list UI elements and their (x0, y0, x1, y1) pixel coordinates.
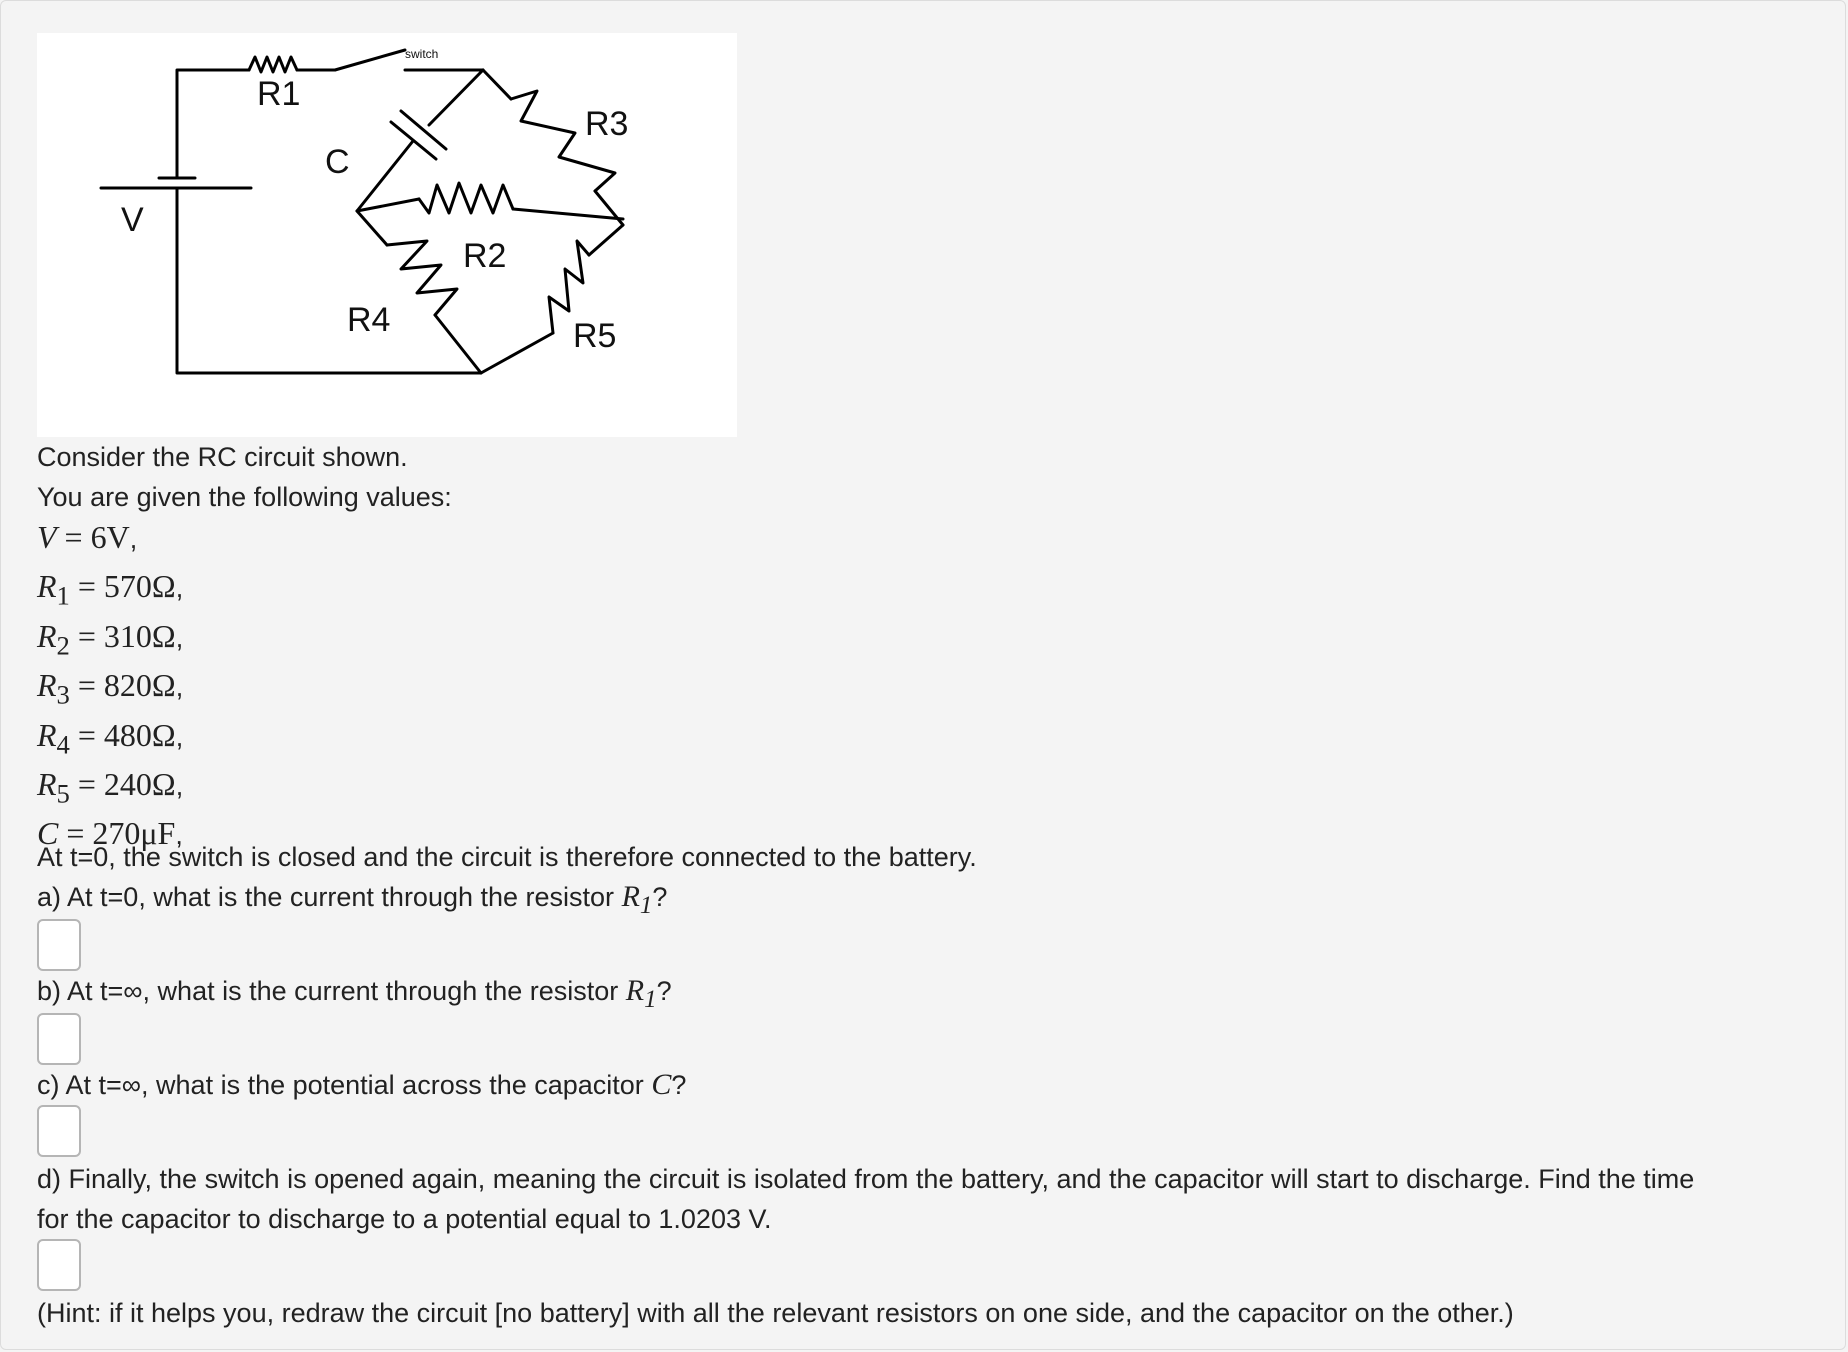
wire-r5-to-bottom (481, 333, 553, 373)
question-a-text: a) At t=0, what is the current through the resistor (37, 882, 622, 912)
wire-r2-to-right-node (513, 209, 623, 219)
answer-a-input[interactable] (37, 919, 81, 971)
wire-top-left (177, 70, 249, 178)
value-row: $R_1 = 570\Omega$, (37, 568, 184, 611)
value-symbol: C (37, 815, 59, 852)
r2-label: R2 (463, 237, 507, 275)
value-symbol: R (37, 667, 57, 704)
value-separator: , (175, 672, 184, 703)
value-number: 270μF (92, 815, 176, 852)
circuit-svg (37, 33, 737, 437)
question-end: ? (652, 882, 668, 912)
problem-statement: At t=0, the switch is closed and the circuit is therefore connected to the battery. (37, 842, 977, 872)
answer-c-input[interactable] (37, 1105, 81, 1157)
wire-top-to-capacitor (429, 70, 483, 125)
value-number: 240Ω (103, 765, 176, 802)
c-symbol: C (651, 1068, 672, 1101)
r3-label: R3 (585, 105, 629, 143)
switch-label: switch (405, 47, 439, 61)
question-end: ? (671, 1070, 687, 1100)
value-row: $R_3 = 820\Omega$, (37, 667, 184, 710)
problem-intro (37, 437, 452, 517)
question-a (37, 877, 667, 926)
value-number: 570Ω (103, 568, 176, 605)
value-row: $R_4 = 480\Omega$, (37, 716, 184, 759)
question-b-text: b) At t=∞, what is the current through the resistor (37, 976, 626, 1006)
intro-line-1: Consider the RC circuit shown. (37, 442, 408, 472)
r4-zigzag (387, 241, 457, 315)
value-number: 6V (90, 519, 130, 555)
r1-symbol: $R_1$ (625, 974, 657, 1013)
battery-label: V (121, 201, 144, 239)
value-row: $R_2 = 310\Omega$, (37, 617, 184, 661)
value-number: 480Ω (103, 716, 176, 753)
hint-text: (Hint: if it helps you, redraw the circuit [no battery] with all the relevant resistors on one side, and the capacitor on the other.) (37, 1298, 1514, 1328)
capacitor-label: C (325, 143, 350, 181)
question-c-text: c) At t=∞, what is the potential across the capacitor (37, 1070, 652, 1100)
value-separator: , (175, 770, 184, 801)
switch-lever (335, 50, 405, 70)
question-c (37, 1065, 686, 1105)
value-subscript: 1 (56, 580, 70, 611)
question-d-line-2: for the capacitor to discharge to a potential equal to 1.0203 V. (37, 1204, 772, 1234)
value-row: $R_5 = 240\Omega$, (37, 765, 184, 809)
wire-left-to-r4 (357, 211, 387, 245)
value-subscript: 3 (56, 679, 70, 710)
value-separator: , (175, 573, 184, 604)
circuit-diagram (37, 33, 737, 437)
value-symbol: R (37, 617, 57, 654)
value-number: 310Ω (103, 617, 176, 654)
wire-right-to-r5 (589, 225, 623, 255)
value-separator: , (175, 820, 183, 851)
r4-label: R4 (347, 301, 391, 339)
value-subscript: 4 (56, 728, 70, 759)
value-row: V = 6V, (37, 519, 138, 555)
answer-b-input[interactable] (37, 1013, 81, 1065)
question-end: ? (656, 976, 672, 1006)
question-b (37, 971, 672, 1020)
intro-line-2: You are given the following values: (37, 482, 452, 512)
wire-top-to-r3 (483, 70, 511, 99)
value-subscript: 5 (56, 778, 70, 809)
value-separator: , (175, 622, 184, 653)
value-symbol: V (37, 519, 57, 555)
question-d-line-1: d) Finally, the switch is opened again, meaning the circuit is isolated from the battery, and the capacitor will start to discharge. Find the time (37, 1164, 1695, 1194)
value-subscript: 2 (56, 630, 70, 661)
wire-bottom (177, 188, 481, 373)
r5-label: R5 (573, 317, 617, 355)
r1-label: R1 (257, 75, 301, 113)
r1-symbol: $R_1$ (621, 880, 653, 919)
question-d (37, 1159, 1694, 1239)
wire-r4-to-bottom (435, 315, 481, 373)
value-separator: , (129, 524, 138, 554)
r2-zigzag (419, 183, 513, 213)
r1-zigzag (249, 57, 297, 72)
value-separator: , (175, 721, 184, 752)
value-symbol: R (37, 716, 57, 753)
value-symbol: R (37, 765, 57, 802)
given-values (37, 517, 183, 863)
value-row: C = 270μF, (37, 815, 183, 852)
value-symbol: R (37, 568, 57, 605)
answer-d-input[interactable] (37, 1239, 81, 1291)
value-number: 820Ω (103, 667, 176, 704)
